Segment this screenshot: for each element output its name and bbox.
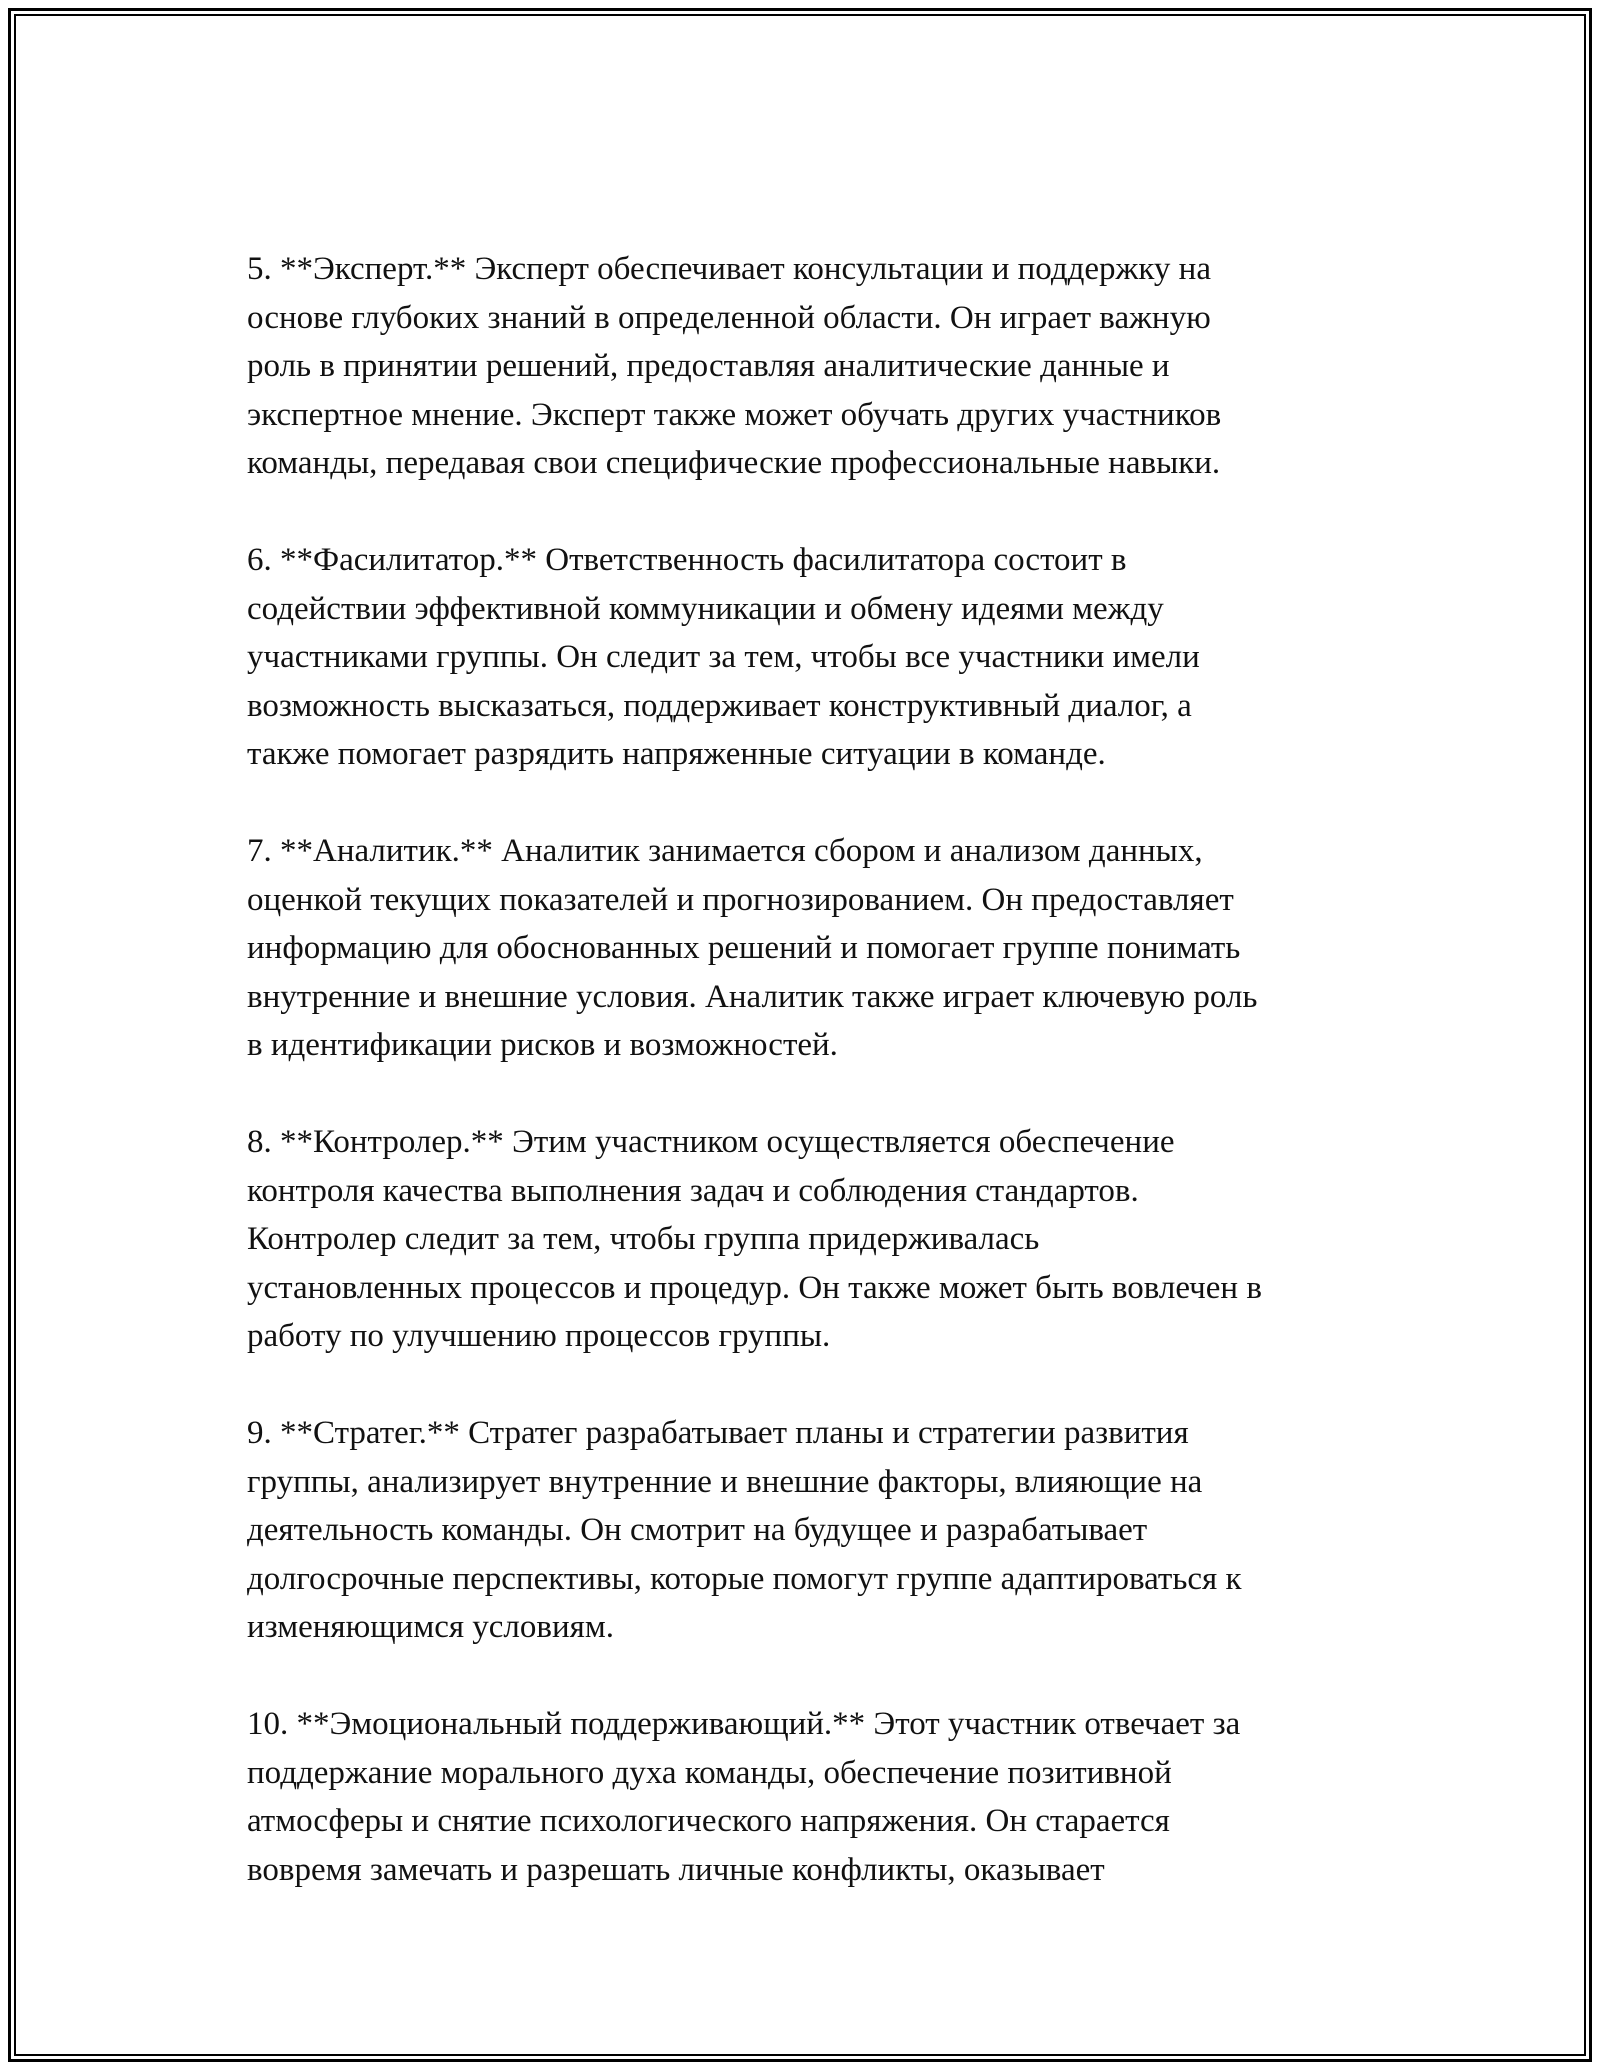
text-line: содействии эффективной коммуникации и обмену идеями между: [247, 590, 1164, 627]
paragraph-emotional-supporter: [247, 1700, 1387, 1894]
text-line: долгосрочные перспективы, которые помогут группе адаптироваться к: [247, 1560, 1242, 1597]
text-line: 9. **Стратег.** Стратег разрабатывает планы и стратегии развития: [247, 1415, 1189, 1451]
text-line: экспертное мнение. Эксперт также может обучать других участников: [247, 396, 1222, 433]
text-line: также помогает разрядить напряженные ситуации в команде.: [247, 736, 1106, 772]
document-body: [247, 245, 1387, 1943]
paragraph-facilitator: [247, 536, 1387, 779]
text-line: Контролер следит за тем, чтобы группа придерживалась: [247, 1221, 1040, 1257]
paragraph-expert: [247, 245, 1387, 488]
text-line: изменяющимся условиям.: [247, 1609, 614, 1645]
paragraph-strategist: [247, 1409, 1387, 1652]
text-line: поддержание морального духа команды, обеспечение позитивной: [247, 1754, 1172, 1791]
text-line: 8. **Контролер.** Этим участником осуществляется обеспечение: [247, 1124, 1175, 1160]
text-line: внутренние и внешние условия. Аналитик также играет ключевую роль: [247, 978, 1258, 1015]
page-border: [8, 8, 1592, 2062]
text-line: группы, анализирует внутренние и внешние факторы, влияющие на: [247, 1463, 1203, 1500]
text-line: 10. **Эмоциональный поддерживающий.** Этот участник отвечает за: [247, 1706, 1241, 1742]
text-line: 5. **Эксперт.** Эксперт обеспечивает консультации и поддержку на: [247, 251, 1211, 287]
paragraph-controller: [247, 1118, 1387, 1361]
text-line: контроля качества выполнения задач и соблюдения стандартов.: [247, 1172, 1139, 1209]
text-line: участниками группы. Он следит за тем, чтобы все участники имели: [247, 639, 1200, 675]
paragraph-analyst: [247, 827, 1387, 1070]
text-line: деятельность команды. Он смотрит на будущее и разрабатывает: [247, 1512, 1148, 1548]
text-line: атмосферы и снятие психологического напряжения. Он старается: [247, 1803, 1170, 1839]
text-line: работу по улучшению процессов группы.: [247, 1318, 831, 1354]
text-line: 7. **Аналитик.** Аналитик занимается сбором и анализом данных,: [247, 833, 1203, 869]
text-line: команды, передавая свои специфические профессиональные навыки.: [247, 445, 1221, 481]
text-line: в идентификации рисков и возможностей.: [247, 1027, 838, 1063]
text-line: возможность высказаться, поддерживает конструктивный диалог, а: [247, 687, 1192, 724]
text-line: вовремя замечать и разрешать личные конфликты, оказывает: [247, 1851, 1105, 1888]
text-line: 6. **Фасилитатор.** Ответственность фасилитатора состоит в: [247, 542, 1127, 578]
text-line: установленных процессов и процедур. Он также может быть вовлечен в: [247, 1269, 1262, 1306]
text-line: роль в принятии решений, предоставляя аналитические данные и: [247, 348, 1170, 384]
text-line: основе глубоких знаний в определенной области. Он играет важную: [247, 299, 1211, 336]
text-line: оценкой текущих показателей и прогнозированием. Он предоставляет: [247, 881, 1234, 918]
text-line: информацию для обоснованных решений и помогает группе понимать: [247, 930, 1241, 966]
